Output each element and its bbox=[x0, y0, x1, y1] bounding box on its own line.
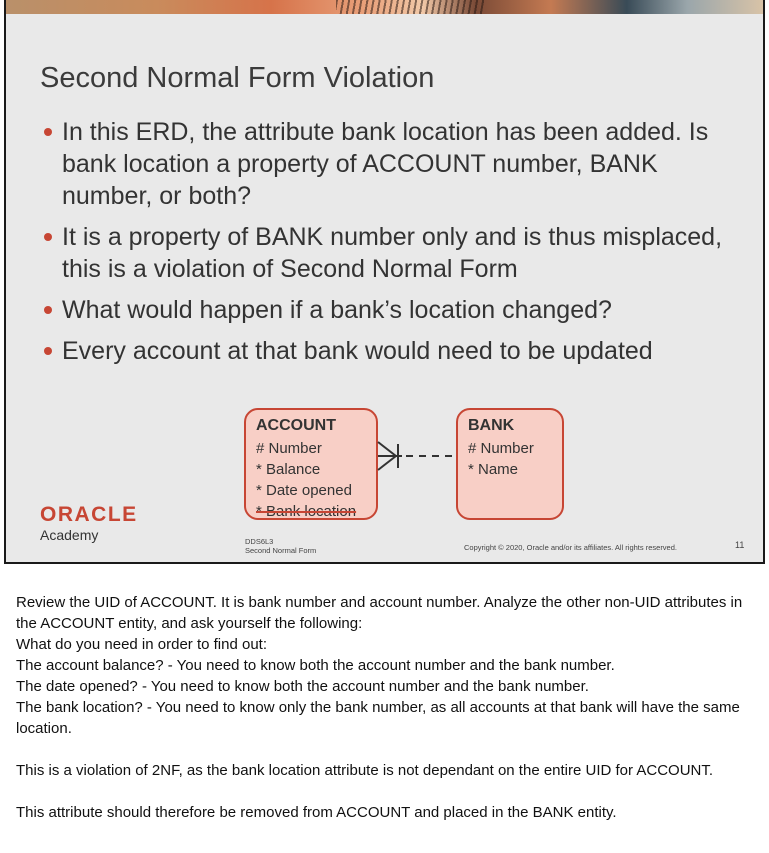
bullet-dot-icon bbox=[44, 347, 52, 355]
bank-entity-title: BANK bbox=[468, 417, 515, 434]
account-attribute: * Balance bbox=[256, 461, 321, 478]
relationship-line bbox=[376, 436, 458, 476]
slide bbox=[4, 0, 765, 564]
bullet-dot-icon bbox=[44, 128, 52, 136]
bullet-dot-icon bbox=[44, 233, 52, 241]
bank-entity bbox=[456, 408, 564, 520]
account-attribute-removed: * Bank location bbox=[256, 503, 357, 520]
bullet-item: It is a property of BANK number only and is thus misplaced, this is a violation of Second Normal Form bbox=[38, 221, 738, 285]
notes-line: Review the UID of ACCOUNT. It is bank number and account number. Analyze the other non-UID attributes in the ACCOUNT entity, and ask yourself the following: bbox=[16, 594, 743, 632]
account-attribute: * Date opened bbox=[256, 482, 352, 499]
speaker-notes bbox=[16, 592, 756, 823]
bullet-list bbox=[38, 116, 738, 376]
bullet-item: Every account at that bank would need to be updated bbox=[38, 335, 738, 367]
notes-line: What do you need in order to find out: bbox=[16, 636, 267, 653]
copyright-text: Copyright © 2020, Oracle and/or its affiliates. All rights reserved. bbox=[464, 543, 677, 552]
notes-paragraph: This is a violation of 2NF, as the bank location attribute is not dependant on the entire UID for ACCOUNT. bbox=[16, 762, 714, 779]
bank-attribute: # Number bbox=[468, 440, 534, 457]
bank-attribute: * Name bbox=[468, 461, 519, 478]
decorative-banner bbox=[6, 0, 763, 14]
academy-label: Academy bbox=[40, 527, 99, 543]
notes-line: The account balance? - You need to know both the account number and the bank number. bbox=[16, 657, 615, 674]
bullet-dot-icon bbox=[44, 306, 52, 314]
page-number: 11 bbox=[735, 540, 745, 550]
account-entity bbox=[244, 408, 378, 520]
slide-title: Second Normal Form Violation bbox=[40, 62, 435, 94]
oracle-logo: ORACLE bbox=[40, 503, 138, 526]
notes-paragraph: This attribute should therefore be removed from ACCOUNT and placed in the BANK entity. bbox=[16, 804, 617, 821]
account-attribute: # Number bbox=[256, 440, 322, 457]
bullet-item: In this ERD, the attribute bank location has been added. Is bank location a property of ACCOUNT number, BANK number, or both? bbox=[38, 116, 738, 212]
course-info: DDS6L3 Second Normal Form bbox=[245, 537, 317, 555]
notes-line: The bank location? - You need to know only the bank number, as all accounts at that bank will have the same location. bbox=[16, 699, 740, 737]
notes-line: The date opened? - You need to know both the account number and the bank number. bbox=[16, 678, 589, 695]
bullet-item: What would happen if a bank’s location changed? bbox=[38, 294, 738, 326]
account-entity-title: ACCOUNT bbox=[256, 417, 336, 434]
